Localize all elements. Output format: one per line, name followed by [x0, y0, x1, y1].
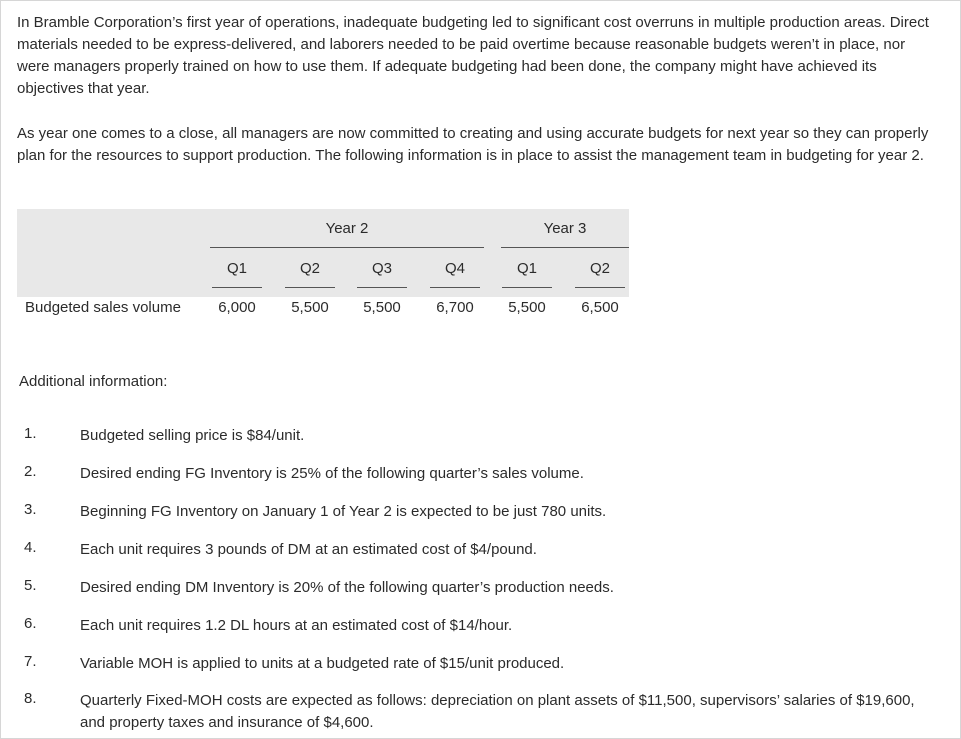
- intro-paragraph-2: As year one comes to a close, all managers are now committed to creating and using accurate budgets for next year so they can properly plan for the resources to support production. The following information is in place to assist the management team in budgeting for year 2.: [17, 125, 929, 164]
- sales-volume-cell: 6,500: [581, 299, 619, 316]
- list-item-text: Each unit requires 1.2 DL hours at an estimated cost of $14/hour.: [80, 617, 513, 634]
- year-2-rule: [210, 247, 484, 248]
- list-item-text: Quarterly Fixed-MOH costs are expected as follows: depreciation on plant assets of $11,500, supervisors’ salaries of $19,600, and property taxes and insurance of $4,600.: [80, 692, 915, 731]
- quarter-rule: [285, 287, 335, 288]
- sales-volume-cell: 6,700: [436, 299, 474, 316]
- list-item-text: Budgeted selling price is $84/unit.: [80, 427, 305, 444]
- row-label-budgeted-sales-volume: Budgeted sales volume: [25, 299, 181, 316]
- year-3-header: Year 3: [543, 220, 587, 237]
- list-item-text: Desired ending FG Inventory is 25% of the following quarter’s sales volume.: [80, 465, 584, 482]
- quarter-rule: [430, 287, 480, 288]
- intro-paragraph-1: In Bramble Corporation’s first year of operations, inadequate budgeting led to significant cost overruns in multiple production areas. Direct materials needed to be express-delivered, and laborers needed to be paid overtime because reasonable budgets weren’t in place, nor were managers properly trained on how to use them. If adequate budgeting had been done, the company might have achieved its objectives that year.: [17, 14, 929, 97]
- year-3-rule: [501, 247, 629, 248]
- quarter-header: Q2: [589, 260, 610, 277]
- quarter-header: Q1: [516, 260, 537, 277]
- list-item-number: 2.: [24, 463, 37, 480]
- list-item-number: 5.: [24, 577, 37, 594]
- list-item-number: 6.: [24, 615, 37, 632]
- additional-information-heading: Additional information:: [19, 373, 168, 390]
- sales-volume-cell: 5,500: [363, 299, 401, 316]
- sales-volume-cell: 6,000: [218, 299, 256, 316]
- list-item-text: Each unit requires 3 pounds of DM at an estimated cost of $4/pound.: [80, 541, 537, 558]
- list-item-text: Variable MOH is applied to units at a budgeted rate of $15/unit produced.: [80, 655, 565, 672]
- quarter-rule: [502, 287, 552, 288]
- list-item-text: Desired ending DM Inventory is 20% of the following quarter’s production needs.: [80, 579, 614, 596]
- list-item-number: 1.: [24, 425, 37, 442]
- list-item-number: 3.: [24, 501, 37, 518]
- sales-volume-cell: 5,500: [291, 299, 329, 316]
- sales-volume-cell: 5,500: [508, 299, 546, 316]
- quarter-rule: [212, 287, 262, 288]
- list-item-text: Beginning FG Inventory on January 1 of Year 2 is expected to be just 780 units.: [80, 503, 607, 520]
- quarter-header: Q4: [444, 260, 465, 277]
- list-item-number: 7.: [24, 653, 37, 670]
- quarter-rule: [575, 287, 625, 288]
- year-2-header: Year 2: [325, 220, 369, 237]
- quarter-header: Q3: [371, 260, 392, 277]
- quarter-rule: [357, 287, 407, 288]
- quarter-header: Q2: [299, 260, 320, 277]
- list-item-number: 8.: [24, 690, 37, 707]
- quarter-header: Q1: [226, 260, 247, 277]
- list-item-number: 4.: [24, 539, 37, 556]
